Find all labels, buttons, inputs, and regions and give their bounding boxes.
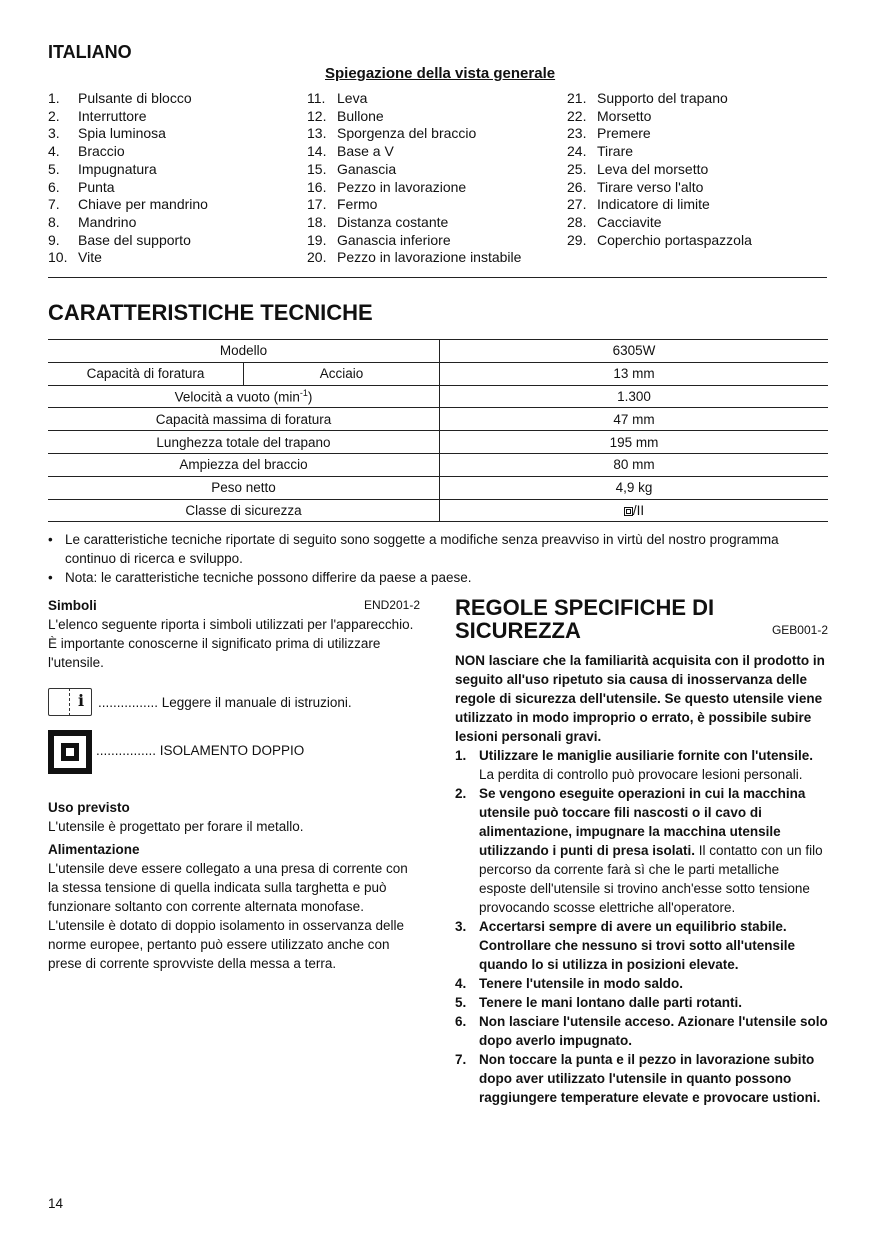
spec-sublabel: Acciaio xyxy=(244,362,440,385)
read-manual-icon: i xyxy=(48,686,94,718)
legend-item: 13. Sporgenza del braccio xyxy=(307,125,477,142)
legend-item: 11. Leva xyxy=(307,90,368,106)
spec-label: Lunghezza totale del trapano xyxy=(48,431,440,454)
legend-item: 1. Pulsante di blocco xyxy=(48,90,192,106)
power-heading: Alimentazione xyxy=(48,842,140,857)
right-column xyxy=(455,596,828,1107)
spec-label: Capacità di foratura xyxy=(48,362,244,385)
legend-item: 19. Ganascia inferiore xyxy=(307,231,451,248)
legend-item: 15. Ganascia xyxy=(307,160,397,177)
list-item: 5. Tenere le mani lontano dalle parti rotanti. xyxy=(455,995,743,1010)
legend-item: 9. Base del supporto xyxy=(48,231,191,248)
table-row xyxy=(48,385,828,408)
legend-item: 25. Leva del morsetto xyxy=(567,160,709,177)
table-row xyxy=(48,362,828,385)
list-item: • Nota: le caratteristiche tecniche possono differire da paese a paese. xyxy=(48,570,472,585)
language-heading: ITALIANO xyxy=(48,42,132,62)
legend-item: 12. Bullone xyxy=(307,107,384,124)
list-item: 6. Non lasciare l'utensile acceso. Azionare l'utensile solo dopo averlo impugnato. xyxy=(455,1014,828,1048)
table-row xyxy=(48,453,828,476)
spec-notes xyxy=(48,530,808,587)
legend-item: 2. Interruttore xyxy=(48,107,147,124)
legend-item: 20. Pezzo in lavorazione instabile xyxy=(307,249,522,266)
double-insulation-icon xyxy=(48,730,92,774)
list-item: 4. Tenere l'utensile in modo saldo. xyxy=(455,976,683,991)
legend-item: 10. Vite xyxy=(48,249,102,266)
symbols-intro: L'elenco seguente riporta i simboli utilizzati per l'apparecchio. xyxy=(48,617,414,632)
spec-label: Peso netto xyxy=(48,476,440,499)
list-item: 3. Accertarsi sempre di avere un equilibrio stabile. Controllare che nessuno si trovi sotto all'utensile quando lo si utilizza in posizioni elevate. xyxy=(455,919,796,972)
spec-label: Classe di sicurezza xyxy=(48,499,440,522)
specs-title: CARATTERISTICHE TECNICHE xyxy=(48,300,373,325)
spec-value: /II xyxy=(440,499,829,522)
intended-use-text: L'utensile è progettato per forare il metallo. xyxy=(48,819,304,834)
legend-item: 22. Morsetto xyxy=(567,107,652,124)
symbols-intro-2: È importante conoscerne il significato prima di utilizzare l'utensile. xyxy=(48,636,381,670)
list-item: 1. Utilizzare le maniglie ausiliarie fornite con l'utensile. La perdita di controllo può provocare lesioni personali. xyxy=(455,748,814,782)
table-row xyxy=(48,431,828,454)
spec-value: 13 mm xyxy=(440,362,829,385)
specs-table xyxy=(48,339,828,522)
left-column xyxy=(48,596,420,973)
table-row xyxy=(48,499,828,522)
symbols-heading: Simboli xyxy=(48,598,97,613)
legend-item: 5. Impugnatura xyxy=(48,160,157,177)
legend-item: 26. Tirare verso l'alto xyxy=(567,178,704,195)
symbol-row: ................ ISOLAMENTO DOPPIO xyxy=(48,726,420,774)
legend-item: 21. Supporto del trapano xyxy=(567,90,728,106)
legend-item: 4. Braccio xyxy=(48,143,125,160)
legend-item: 14. Base a V xyxy=(307,143,394,160)
legend-item: 7. Chiave per mandrino xyxy=(48,196,208,213)
spec-value: 1.300 xyxy=(440,385,829,408)
safety-rules xyxy=(455,746,828,1107)
safety-title: REGOLE SPECIFICHE DI SICUREZZA xyxy=(455,595,715,643)
spec-label: Ampiezza del braccio xyxy=(48,453,440,476)
symbols-code: END201-2 xyxy=(363,598,420,612)
spec-label: Modello xyxy=(48,340,440,363)
legend-item: 18. Distanza costante xyxy=(307,213,449,230)
legend-item: 29. Coperchio portaspazzola xyxy=(567,231,752,248)
table-row xyxy=(48,340,828,363)
safety-warning: NON lasciare che la familiarità acquisita con il prodotto in seguito all'uso ripetuto sia causa di inosservanza delle regole di sicurezza dell'utensile. Se questo utensile viene utilizzato in modo improprio o errato, è possibile subire lesioni personali gravi. xyxy=(455,653,825,744)
list-item: 7. Non toccare la punta e il pezzo in lavorazione subito dopo aver utilizzato l'utensile in quanto possono raggiungere temperature elevate e provocare ustioni. xyxy=(455,1052,821,1105)
spec-value: 80 mm xyxy=(440,453,829,476)
section-divider xyxy=(48,277,827,278)
list-item: • Le caratteristiche tecniche riportate di seguito sono soggette a modifiche senza preavviso in virtù del nostro programma continuo di ricerca e sviluppo. xyxy=(48,532,779,566)
power-text: L'utensile deve essere collegato a una presa di corrente con la stessa tensione di quella indicata sulla targhetta e può funzionare soltanto con corrente alternata monofase. L'utensile è dotato di doppio isolamento in osservanza delle norme europee, pertanto può essere utilizzato anche con prese di corrente sprovviste della messa a terra. xyxy=(48,861,408,971)
table-row xyxy=(48,408,828,431)
legend-item: 16. Pezzo in lavorazione xyxy=(307,178,467,195)
legend-column-2 xyxy=(307,90,521,267)
spec-label: Capacità massima di foratura xyxy=(48,408,440,431)
legend-item: 28. Cacciavite xyxy=(567,213,662,230)
legend-item: 27. Indicatore di limite xyxy=(567,196,710,213)
double-insulation-icon xyxy=(624,507,633,516)
legend-column-1 xyxy=(48,90,208,267)
legend-item: 8. Mandrino xyxy=(48,213,137,230)
list-item: 2. Se vengono eseguite operazioni in cui la macchina utensile può toccare fili nascosti o il cavo di alimentazione, impugnare la macchina utensile utilizzando i punti di presa isolati. Il contatto con un filo percorso da corrente farà sì che le parti metalliche esposte dell'utensile si trovino anch'esse sotto tensione provocando scosse elettriche all'operatore. xyxy=(455,786,823,915)
safety-code: GEB001-2 xyxy=(771,623,828,637)
legend-item: 23. Premere xyxy=(567,125,651,142)
spec-value: 195 mm xyxy=(440,431,829,454)
intended-use-heading: Uso previsto xyxy=(48,800,130,815)
page-number: 14 xyxy=(48,1196,64,1211)
legend-item: 24. Tirare xyxy=(567,143,634,160)
legend-column-3 xyxy=(567,90,752,249)
table-row xyxy=(48,476,828,499)
legend-item: 17. Fermo xyxy=(307,196,378,213)
legend-title: Spiegazione della vista generale xyxy=(325,65,556,82)
symbol-row: i ................ Leggere il manuale di istruzioni. xyxy=(48,686,420,718)
spec-value: 4,9 kg xyxy=(440,476,829,499)
spec-label: Velocità a vuoto $(\min^{-1})$ xyxy=(48,385,440,408)
legend-item: 6. Punta xyxy=(48,178,115,195)
spec-value: 47 mm xyxy=(440,408,829,431)
spec-value: 6305W xyxy=(440,340,829,363)
legend-item: 3. Spia luminosa xyxy=(48,125,166,142)
